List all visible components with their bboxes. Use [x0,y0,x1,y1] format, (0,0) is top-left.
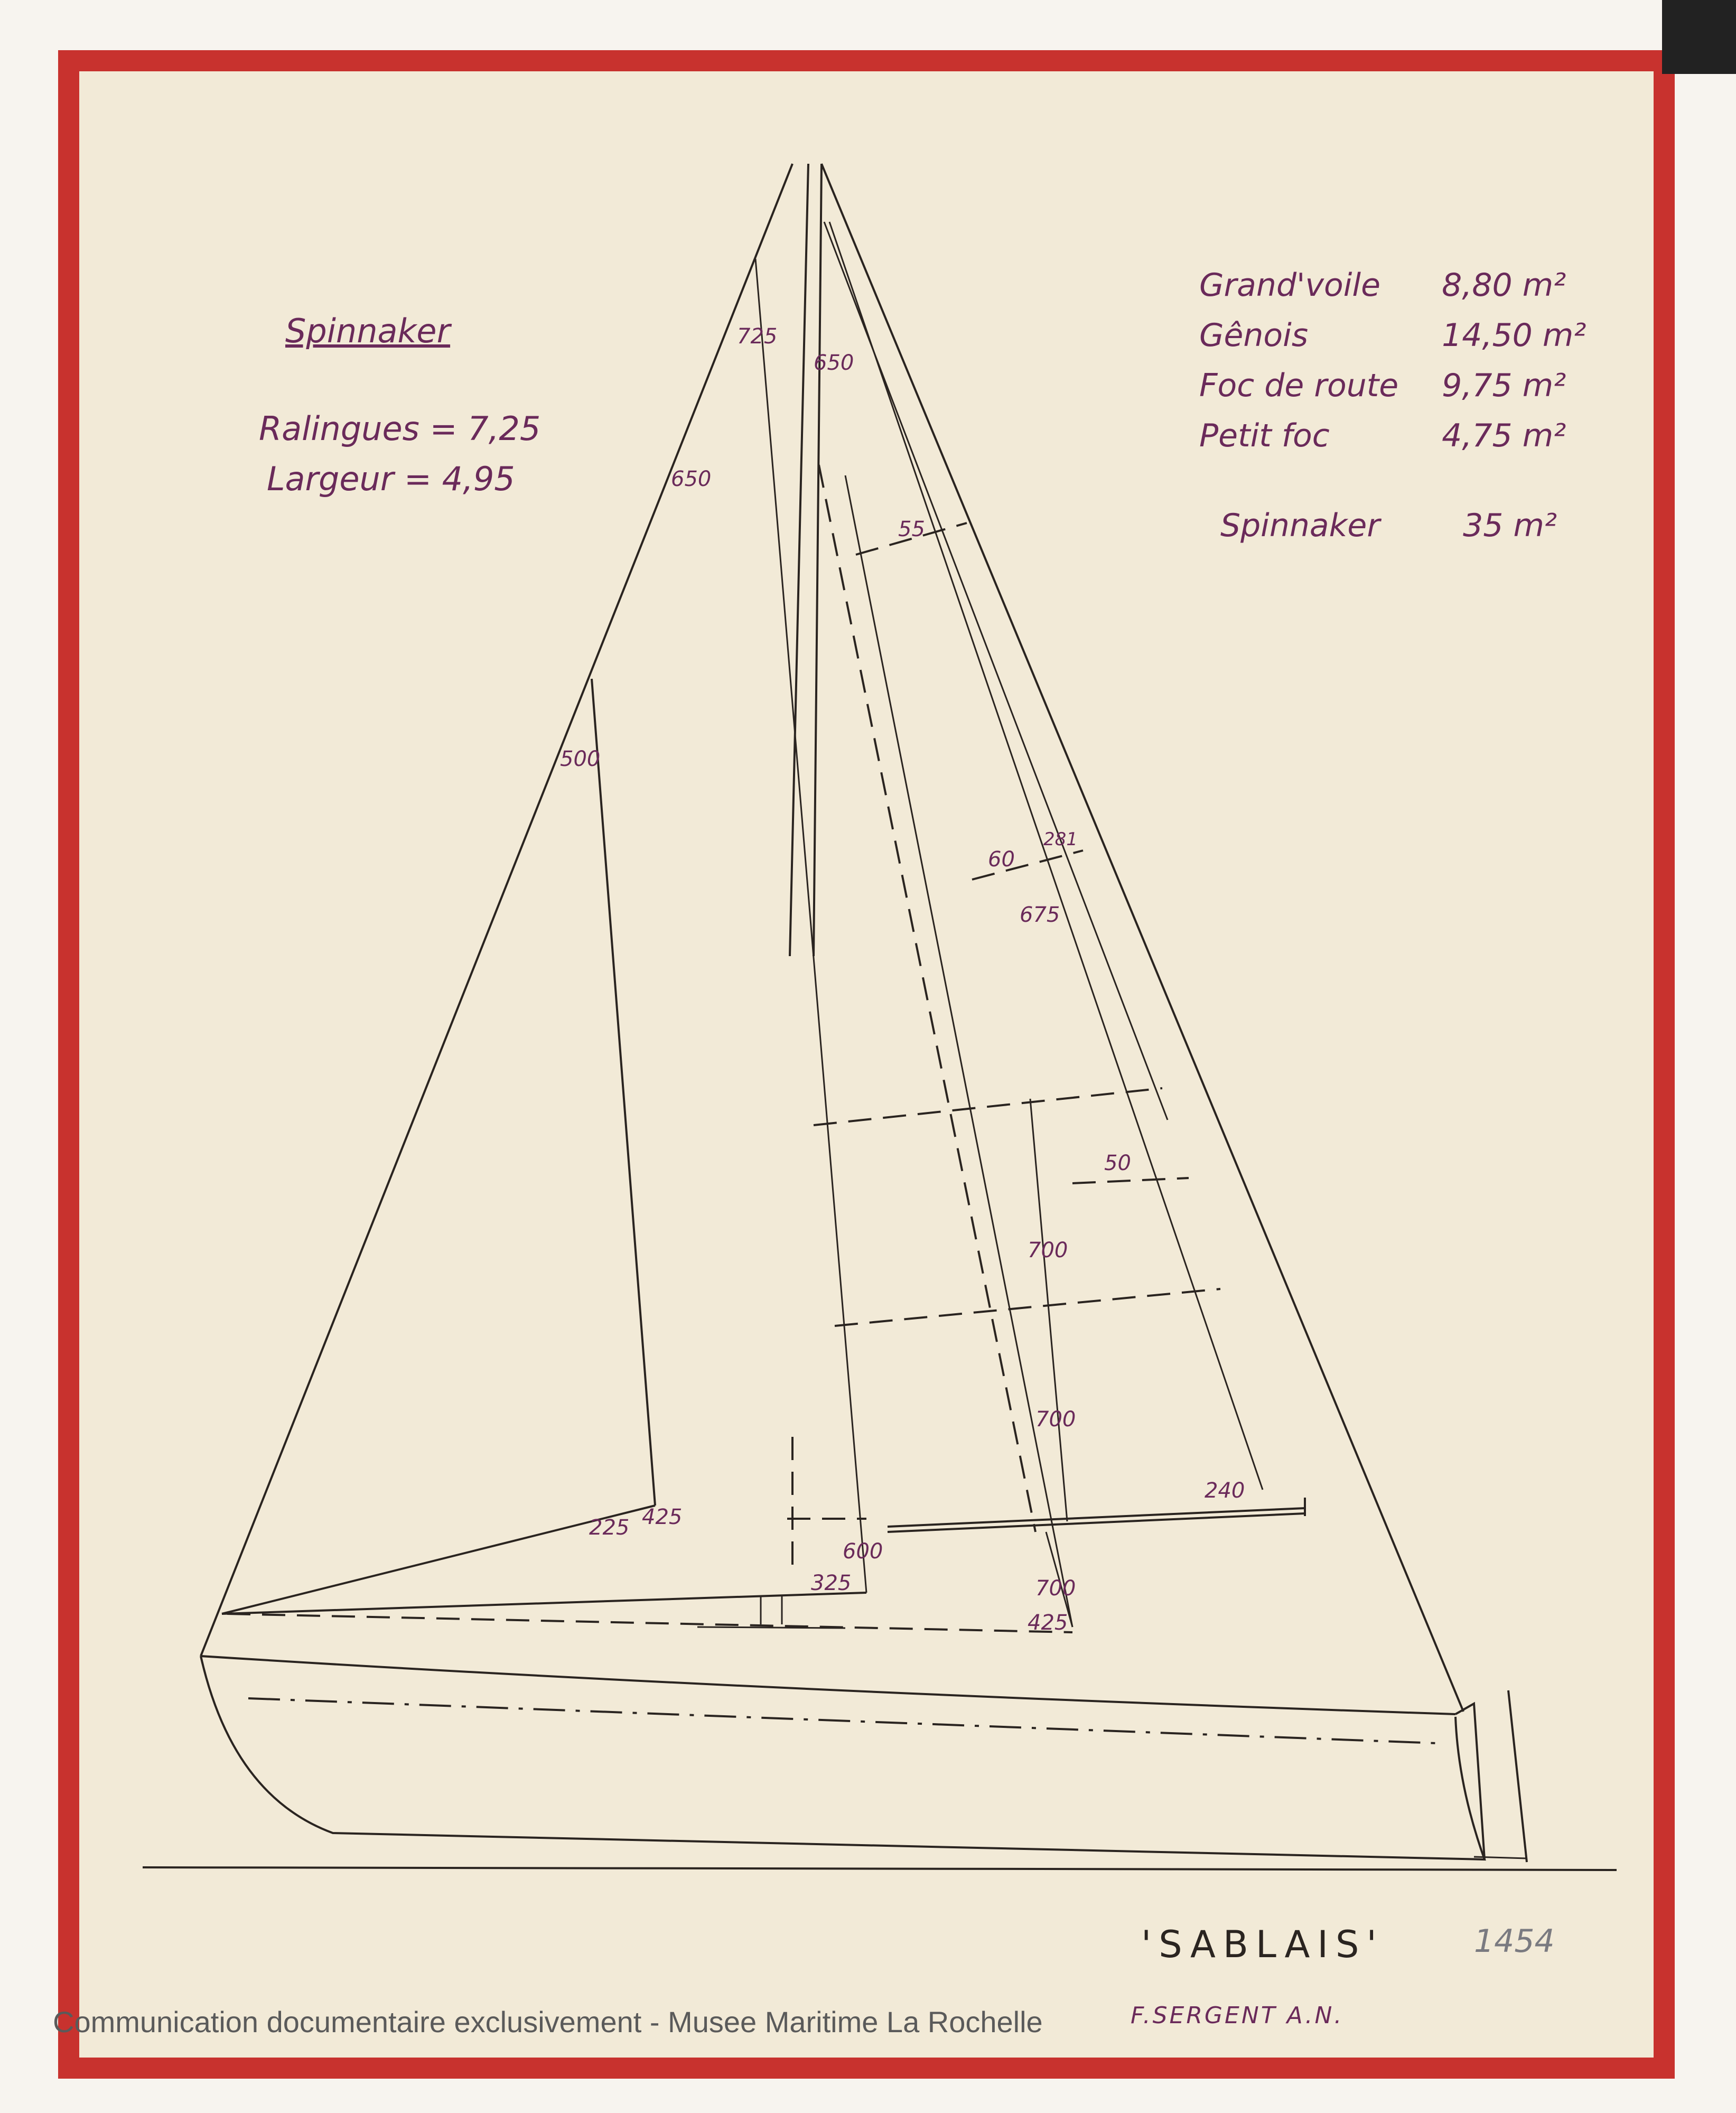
dim-label-725: 725 [737,324,778,349]
genoa-leech [755,259,866,1593]
watermark-text: Communication documentaire exclusivement - Musee Maritime La Rochelle [53,2005,1043,2039]
dim-label-281: 281 [1043,829,1078,850]
sheer-line [201,1656,1455,1714]
boat-name: 'SABLAIS' [1141,1923,1384,1966]
dim-foot-line [227,1614,1072,1632]
rudder-foot [1474,1857,1527,1858]
sail-area-value: 14,50 m² [1442,317,1586,354]
dim-label-700-upper: 700 [1028,1238,1068,1263]
dim-line-2 [835,1289,1220,1326]
dim-line-50 [1072,1178,1189,1183]
boom [888,1508,1305,1527]
dim-vertical [1030,1099,1067,1521]
architect-signature: F.SERGENT A.N. [1131,2002,1344,2029]
dim-label-650-mast: 650 [814,351,854,375]
dim-label-225: 225 [589,1516,630,1540]
sail-area-label: Petit foc [1199,417,1330,454]
dim-label-600: 600 [843,1539,883,1564]
hull-outline [201,1656,1485,1859]
genoa-foot [222,1593,866,1614]
petit-foc-luff [845,475,1072,1627]
sail-area-value: 35 m² [1463,507,1557,544]
sail-area-value: 9,75 m² [1442,367,1566,404]
spinnaker-ralingues: Ralingues = 7,25 [259,409,541,448]
forestay [201,164,792,1656]
spinnaker-largeur: Largeur = 4,95 [267,460,515,498]
sail-area-label: Gênois [1199,317,1309,354]
plan-number: 1454 [1474,1923,1555,1960]
mast-aft [814,164,822,956]
sail-area-value: 8,80 m² [1442,267,1566,304]
baseline [143,1867,1617,1870]
dim-label-55: 55 [898,517,925,541]
keel-stub [697,1627,845,1628]
mainsail-leech [829,222,1263,1490]
dim-label-325: 325 [811,1571,852,1595]
dim-main-luff [819,465,1035,1532]
dim-label-675: 675 [1020,903,1060,927]
dim-label-650-luff: 650 [671,467,712,491]
dim-label-700-foot: 700 [1035,1576,1076,1601]
dim-label-50: 50 [1104,1151,1131,1175]
transom [1455,1704,1485,1859]
dim-line-1 [814,1088,1162,1125]
sail-area-value: 4,75 m² [1442,417,1566,454]
sail-area-row [1199,417,1566,454]
keel-line [333,1833,1485,1859]
sail-area-label: Spinnaker [1220,507,1380,544]
boom-lower [888,1513,1305,1532]
dim-label-425-leech: 425 [642,1505,683,1529]
spinnaker-leech [592,679,655,1506]
sail-area-row [1199,367,1566,404]
rudder [1508,1690,1527,1862]
sail-area-row [1220,507,1557,544]
sail-area-row [1199,317,1586,354]
mast [790,164,808,956]
spinnaker-title: Spinnaker [285,312,451,350]
dim-label-500: 500 [560,747,601,771]
dim-label-700-lower: 700 [1035,1407,1076,1432]
sail-area-label: Foc de route [1199,367,1399,404]
sail-area-label: Grand'voile [1199,267,1381,304]
dim-label-60: 60 [988,847,1015,872]
dim-label-240: 240 [1205,1479,1245,1503]
sail-area-row [1199,267,1566,304]
dim-label-425-foot: 425 [1028,1611,1068,1635]
deck-line [248,1698,1437,1743]
